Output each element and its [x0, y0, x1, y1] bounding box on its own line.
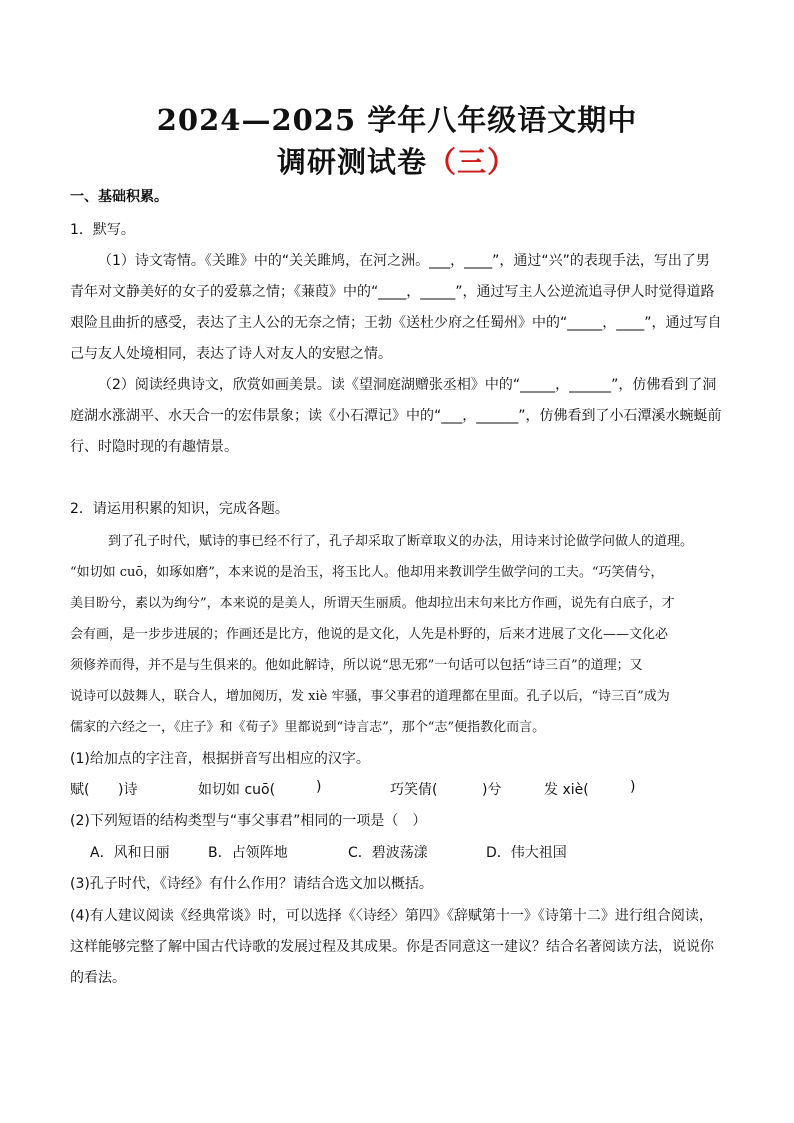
pinyin-blank: 发 xiè( [544, 782, 589, 798]
option-a: A．风和日丽 [90, 845, 170, 861]
q1-p1-line: （1）诗文寄情。《关雎》中的“关关雎鸠，在河之洲。___，____”，通过“兴”的表现手法，写出了男 [98, 253, 710, 269]
q1-p1-line: 青年对文静美好的女子的爱慕之情；《蒹葭》中的“____，_____”，通过写主人公逆流追寻伊人时觉得道路 [70, 284, 715, 300]
section-heading: 一、基础积累。 [70, 189, 168, 205]
pinyin-blank: )诗 [118, 782, 138, 798]
exam-title-line2 [0, 140, 794, 181]
q1-p1-line: 艰险且曲折的感受，表达了主人公的无奈之情；王勃《送杜少府之任蜀州》中的“_____，____”，通过写自 [70, 315, 722, 331]
q2-label: 2．请运用积累的知识，完成各题。 [70, 501, 289, 517]
pinyin-blank: 如切如 cuō( [198, 782, 276, 798]
pinyin-blank: ) [630, 779, 636, 795]
q1-p1-line: 己与友人处境相同，表达了诗人对友人的安慰之情。 [70, 346, 392, 362]
passage-line: 到了孔子时代，赋诗的事已经不行了，孔子却采取了断章取义的办法，用诗来讨论做学问做人的道理。 [108, 534, 694, 549]
exam-title-number: （三） [427, 145, 518, 179]
q1-p2-line: 庭湖水涨湖平、水天合一的宏伟景象；读《小石潭记》中的“___，______”，仿佛看到了小石潭溪水蜿蜒前 [70, 408, 722, 424]
q1-p2-line: 行、时隐时现的有趣情景。 [70, 439, 238, 455]
passage-line: “如切如 cuō，如琢如磨”，本来说的是治玉，将玉比人。他却用来教训学生做学问的工夫。“巧笑倩兮， [70, 565, 664, 580]
exam-title-main: 调研测试卷 [276, 145, 427, 179]
option-c: C．碧波荡漾 [348, 845, 428, 861]
q2-sub4-line: (4)有人建议阅读《经典常谈》时，可以选择《〈诗经〉第四》《辞赋第十一》《诗第十二》进行组合阅读， [70, 908, 713, 924]
q2-sub2: (2)下列短语的结构类型与“事父事君”相同的一项是（ ） [70, 813, 427, 829]
passage-line: 须修养而得，并不是与生俱来的。他如此解诗，所以说“思无邪”一句话可以包括“诗三百”的道理；又 [70, 658, 643, 673]
option-d: D．伟大祖国 [486, 845, 567, 861]
q2-sub4-line: 的看法。 [70, 970, 126, 986]
passage-line: 美目盼兮，素以为绚兮”，本来说的是美人，所谓天生丽质。他却拉出末句来比方作画，说先有白底子，才 [70, 596, 675, 611]
q2-sub4-line: 这样能够完整了解中国古代诗歌的发展过程及其成果。你是否同意这一建议？结合名著阅读方法，说说你 [70, 939, 714, 955]
pinyin-blank: ) [316, 779, 322, 795]
passage-line: 儒家的六经之一，《庄子》和《荀子》里都说到“诗言志”，那个“志”便指教化而言。 [70, 720, 546, 735]
option-b: B．占领阵地 [208, 845, 288, 861]
q1-p2-line: （2）阅读经典诗文，欣赏如画美景。读《望洞庭湖赠张丞相》中的“_____，______”，仿佛看到了洞 [98, 377, 717, 393]
pinyin-blank: 巧笑倩( [390, 782, 438, 798]
exam-title-line1: 2024—2025 学年八年级语文期中 [156, 103, 638, 137]
q1-label: 1．默写。 [70, 222, 135, 238]
q2-sub3: (3)孔子时代，《诗经》有什么作用？请结合选文加以概括。 [70, 876, 433, 892]
pinyin-blank: )兮 [482, 782, 502, 798]
passage-line: 会有画，是一步步进展的；作画还是比方，他说的是文化，人先是朴野的，后来才进展了文化——文化必 [70, 627, 669, 642]
passage-line: 说诗可以鼓舞人，联合人，增加阅历，发 xiè 牢骚，事父事君的道理都在里面。孔子以后，“诗三百”成为 [70, 689, 670, 704]
q2-sub1: (1)给加点的字注音，根据拼音写出相应的汉字。 [70, 751, 370, 767]
pinyin-blank: 赋( [70, 782, 90, 798]
